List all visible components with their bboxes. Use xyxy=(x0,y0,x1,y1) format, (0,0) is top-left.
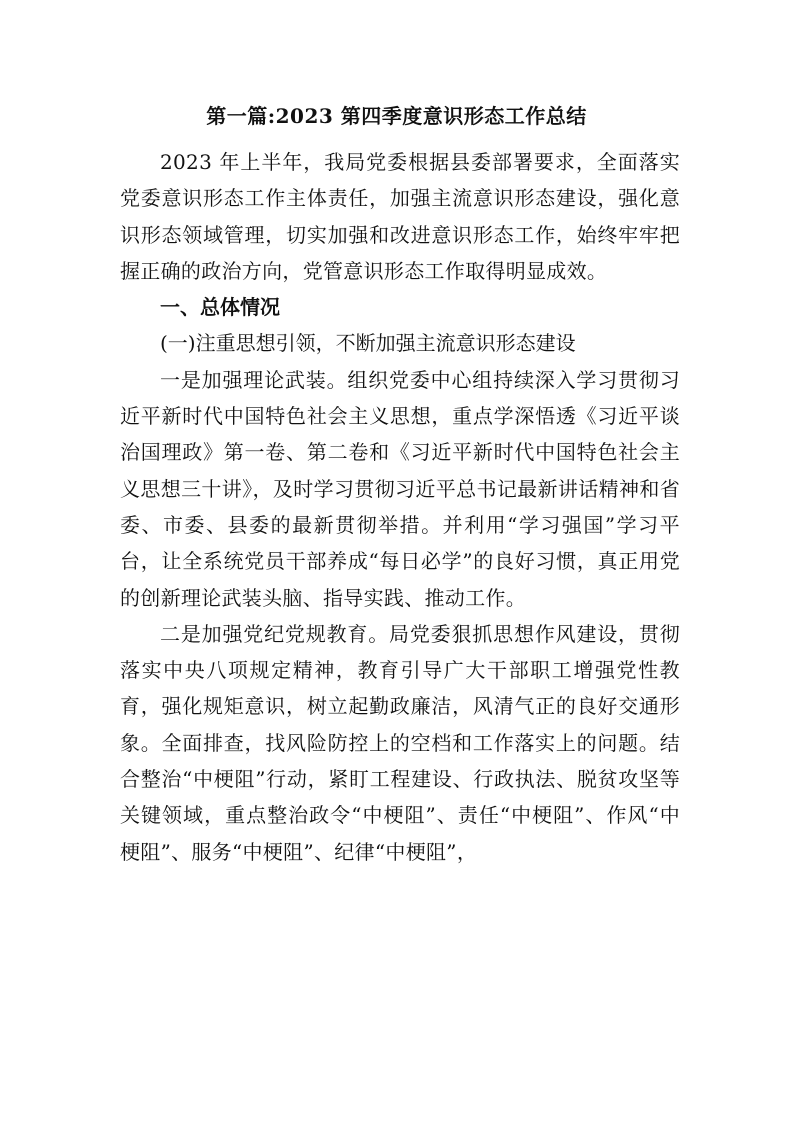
section-heading-overview: 一、总体情况 xyxy=(160,295,280,320)
intro-paragraph: 2023 年上半年，我局党委根据县委部署要求，全面落实党委意识形态工作主体责任，加强主流意识形态建设，强化意识形态领域管理，切实加强和改进意识形态工作，始终牢牢把握正确的政治方向，党管意识形态工作取得明显成效。 xyxy=(120,150,680,283)
paragraph-discipline-education: 二是加强党纪党规教育。局党委狠抓思想作风建设，贯彻落实中央八项规定精神，教育引导广大干部职工增强党性教育，强化规矩意识，树立起勤政廉洁，风清气正的良好交通形象。全面排查，找风险防控上的空档和工作落实上的问题。结合整治“中梗阻”行动，紧盯工程建设、行政执法、脱贫攻坚等关键领域，重点整治政令“中梗阻”、责任“中梗阻”、作风“中梗阻”、服务“中梗阻”、纪律“中梗阻”， xyxy=(120,621,680,864)
paragraph-theory-study: 一是加强理论武装。组织党委中心组持续深入学习贯彻习近平新时代中国特色社会主义思想，重点学深悟透《习近平谈治国理政》第一卷、第二卷和《习近平新时代中国特色社会主义思想三十讲》，及时学习贯彻习近平总书记最新讲话精神和省委、市委、县委的最新贯彻举措。并利用“学习强国”学习平台，让全系统党员干部养成“每日必学”的良好习惯，真正用党的创新理论武装头脑、指导实践、推动工作。 xyxy=(120,367,680,610)
document-title: 第一篇:2023 第四季度意识形态工作总结 xyxy=(206,104,587,128)
subsection-heading-ideology: (一)注重思想引领，不断加强主流意识形态建设 xyxy=(160,331,576,356)
document-body xyxy=(120,144,680,870)
